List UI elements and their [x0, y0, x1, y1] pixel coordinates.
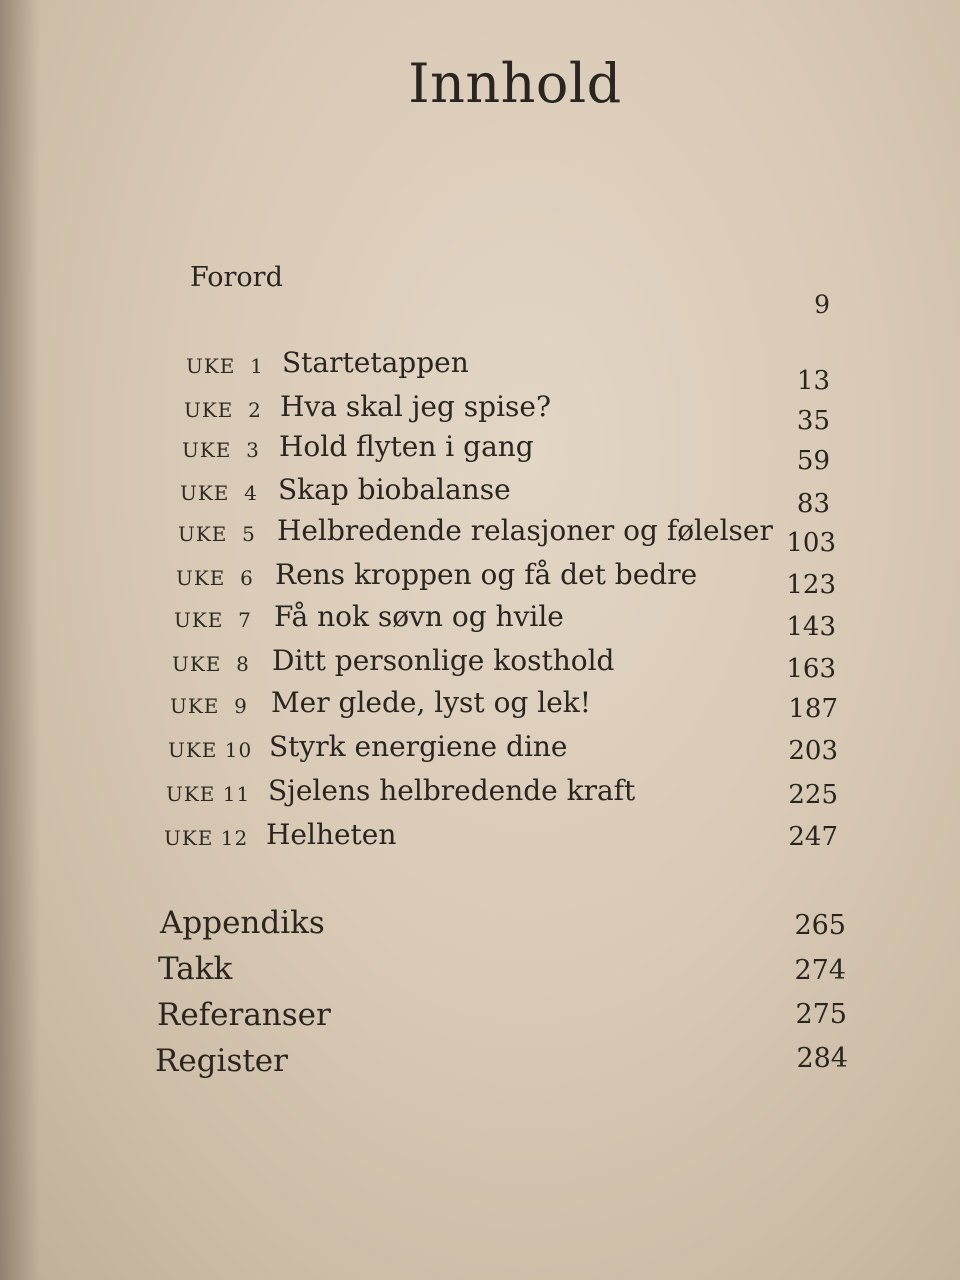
chapter-page-number: 35 — [796, 406, 830, 436]
week-label: UKE 11 — [166, 782, 251, 806]
back-matter-title: Appendiks — [160, 905, 325, 941]
chapter-title: Startetappen — [282, 346, 469, 379]
week-label: UKE 8 — [172, 652, 250, 676]
foreword-title: Forord — [190, 262, 283, 293]
week-label: UKE 6 — [176, 566, 254, 590]
chapter-page-number: 203 — [788, 736, 838, 766]
foreword-page-number: 9 — [814, 290, 830, 319]
chapter-page-number: 13 — [796, 366, 830, 396]
back-matter-page-number: 275 — [795, 999, 847, 1030]
chapter-title: Helbredende relasjoner og følelser — [277, 514, 773, 547]
page-gutter-shadow — [0, 0, 40, 1280]
chapter-page-number: 163 — [786, 654, 836, 684]
week-label: UKE 5 — [178, 522, 256, 546]
week-label: UKE 12 — [164, 826, 249, 850]
week-label: UKE 7 — [174, 608, 252, 632]
week-label: UKE 9 — [170, 694, 248, 718]
chapter-title: Hva skal jeg spise? — [280, 390, 551, 423]
chapter-title: Hold flyten i gang — [279, 430, 534, 463]
week-label: UKE 3 — [182, 438, 260, 462]
chapter-page-number: 83 — [796, 489, 830, 519]
chapter-page-number: 143 — [786, 612, 836, 642]
chapter-title: Helheten — [266, 818, 397, 851]
back-matter-title: Register — [155, 1043, 288, 1079]
back-matter-page-number: 274 — [794, 955, 846, 986]
chapter-title: Ditt personlige kosthold — [272, 644, 615, 677]
chapter-page-number: 123 — [786, 570, 836, 600]
chapter-page-number: 187 — [788, 694, 838, 724]
chapter-page-number: 247 — [788, 822, 838, 852]
chapter-title: Rens kroppen og få det bedre — [275, 558, 698, 591]
chapter-page-number: 225 — [788, 780, 838, 810]
chapter-page-number: 59 — [796, 446, 830, 476]
back-matter-title: Referanser — [157, 997, 331, 1033]
week-label: UKE 2 — [184, 398, 262, 422]
chapter-title: Sjelens helbredende kraft — [268, 774, 636, 807]
back-matter-page-number: 284 — [796, 1043, 848, 1074]
back-matter-title: Takk — [158, 951, 233, 987]
chapter-title: Styrk energiene dine — [269, 730, 568, 763]
back-matter-page-number: 265 — [794, 910, 846, 941]
week-label: UKE 10 — [168, 738, 253, 762]
chapter-title: Mer glede, lyst og lek! — [271, 686, 591, 719]
chapter-title: Få nok søvn og hvile — [274, 600, 564, 633]
chapter-page-number: 103 — [786, 528, 836, 558]
week-label: UKE 4 — [180, 481, 258, 505]
chapter-title: Skap biobalanse — [278, 473, 511, 506]
page-title: Innhold — [408, 52, 622, 115]
week-label: UKE 1 — [186, 354, 264, 378]
